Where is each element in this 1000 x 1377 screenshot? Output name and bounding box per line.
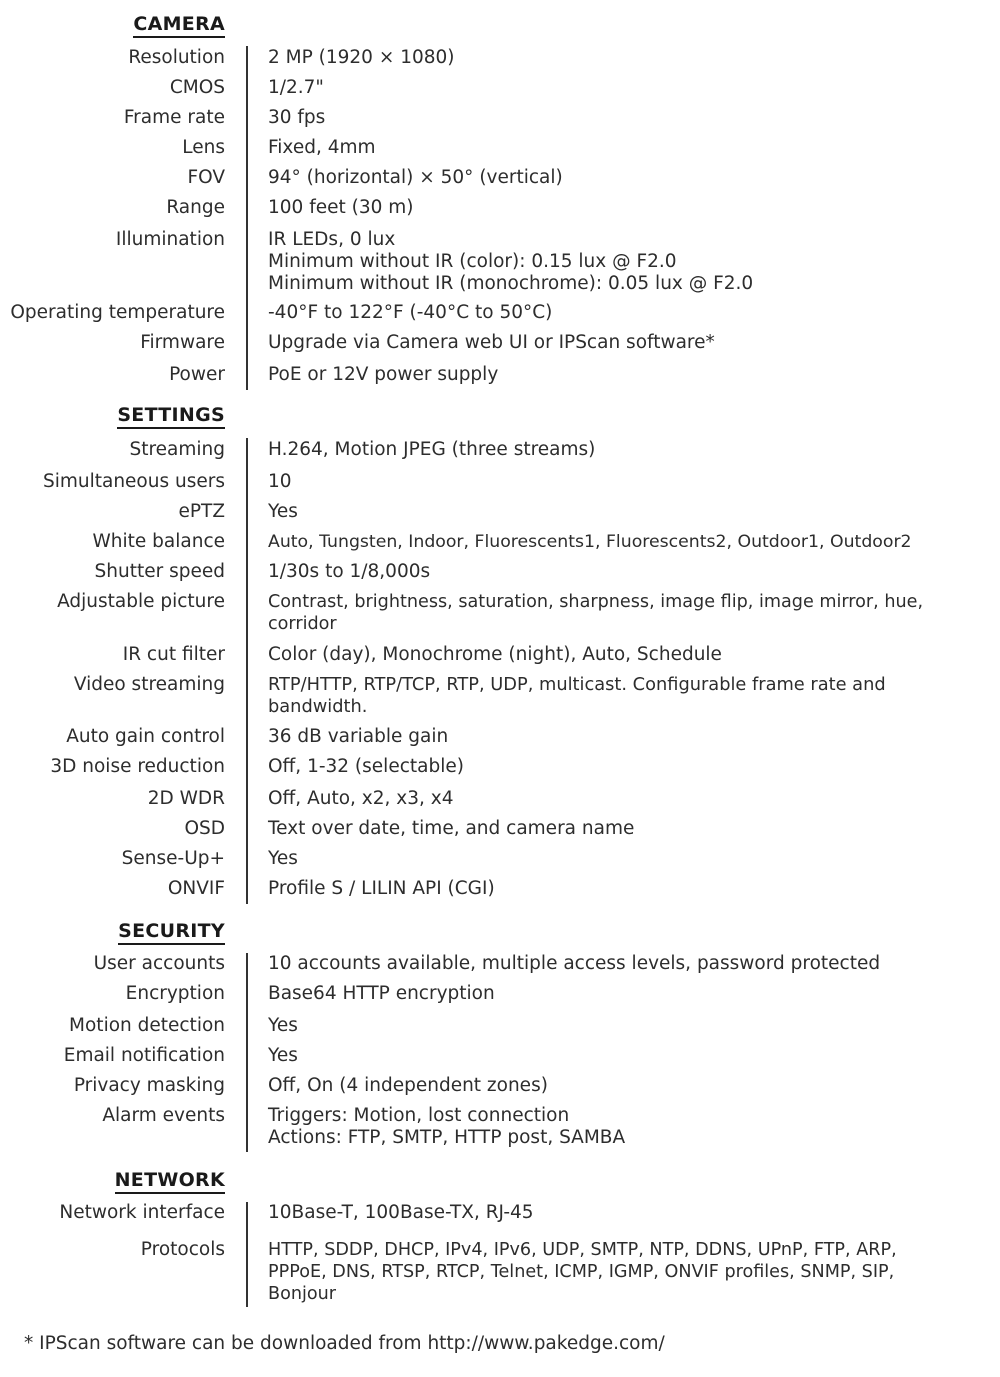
spec-value: H.264, Motion JPEG (three streams) (268, 439, 596, 460)
spec-label: Frame rate (123, 107, 225, 128)
spec-label: Firmware (140, 332, 225, 353)
spec-value: 36 dB variable gain (268, 726, 449, 747)
spec-label: Auto gain control (66, 726, 225, 747)
spec-label: Email notification (63, 1045, 225, 1066)
spec-value: PoE or 12V power supply (268, 364, 499, 385)
spec-value: Off, 1-32 (selectable) (268, 756, 464, 777)
spec-value: Fixed, 4mm (268, 137, 376, 158)
section-divider-settings (246, 438, 248, 904)
spec-value: Off, On (4 independent zones) (268, 1075, 548, 1096)
section-divider-network (246, 1202, 248, 1307)
spec-value: Color (day), Monochrome (night), Auto, Schedule (268, 644, 722, 665)
spec-label: User accounts (93, 953, 225, 974)
spec-value: RTP/HTTP, RTP/TCP, RTP, UDP, multicast. Configurable frame rate and bandwidth. (268, 674, 886, 717)
spec-value: Contrast, brightness, saturation, sharpness, image flip, image mirror, hue, corridor (268, 592, 924, 634)
spec-label: Protocols (140, 1239, 225, 1260)
spec-value: 1/2.7" (268, 77, 324, 98)
spec-value: Upgrade via Camera web UI or IPScan software* (268, 332, 715, 353)
spec-label: OSD (184, 818, 225, 839)
spec-label: Streaming (129, 439, 225, 460)
spec-value: Yes (268, 848, 298, 869)
spec-label: IR cut filter (122, 644, 225, 665)
spec-label: ONVIF (167, 878, 225, 899)
spec-value: Base64 HTTP encryption (268, 983, 495, 1004)
spec-value: IR LEDs, 0 lux Minimum without IR (color): 0.15 lux @ F2.0 Minimum without IR (monochrome): 0.05 lux @ F2.0 (268, 229, 754, 294)
spec-value: 30 fps (268, 107, 326, 128)
spec-label: Simultaneous users (42, 471, 225, 492)
spec-value: Profile S / LILIN API (CGI) (268, 878, 495, 899)
spec-value: 100 feet (30 m) (268, 197, 414, 218)
spec-label: Range (166, 197, 225, 218)
spec-value: Off, Auto, x2, x3, x4 (268, 788, 454, 809)
spec-label: Resolution (128, 47, 225, 68)
spec-label: Adjustable picture (57, 591, 225, 612)
spec-label: Illumination (115, 229, 225, 250)
section-title-network: NETWORK (115, 1170, 225, 1194)
spec-label: Power (169, 364, 225, 385)
section-divider-security (246, 953, 248, 1152)
spec-value: 2 MP (1920 × 1080) (268, 47, 455, 68)
spec-value: 94° (horizontal) × 50° (vertical) (268, 167, 563, 188)
spec-value: 1/30s to 1/8,000s (268, 561, 431, 582)
spec-value: 10 (268, 471, 292, 492)
spec-label: FOV (187, 167, 225, 188)
spec-label: Operating temperature (10, 302, 225, 323)
spec-value: Auto, Tungsten, Indoor, Fluorescents1, Fluorescents2, Outdoor1, Outdoor2 (268, 532, 912, 552)
spec-value: Text over date, time, and camera name (268, 818, 635, 839)
spec-label: Lens (182, 137, 225, 158)
spec-label: CMOS (169, 77, 225, 98)
spec-label: Shutter speed (94, 561, 225, 582)
spec-label: Video streaming (73, 674, 225, 695)
spec-value: HTTP, SDDP, DHCP, IPv4, IPv6, UDP, SMTP, NTP, DDNS, UPnP, FTP, ARP, PPPoE, DNS, RTSP, RTCP, Telnet, ICMP, IGMP, ONVIF profiles, SNMP, SIP, Bonjour (268, 1240, 897, 1304)
section-title-camera: CAMERA (133, 14, 225, 38)
spec-value: Yes (268, 1015, 298, 1036)
spec-value: 10Base-T, 100Base-TX, RJ-45 (268, 1202, 534, 1223)
footnote: * IPScan software can be downloaded from http://www.pakedge.com/ (24, 1333, 665, 1354)
spec-label: Network interface (59, 1202, 225, 1223)
spec-label: Alarm events (102, 1105, 225, 1126)
spec-label: 2D WDR (147, 788, 225, 809)
section-title-settings: SETTINGS (117, 405, 225, 429)
section-title-security: SECURITY (118, 921, 225, 945)
spec-value: Yes (268, 1045, 298, 1066)
section-divider-camera (246, 46, 248, 390)
spec-label: ePTZ (178, 501, 225, 522)
spec-value: 10 accounts available, multiple access levels, password protected (268, 953, 881, 974)
spec-value: Triggers: Motion, lost connection Actions: FTP, SMTP, HTTP post, SAMBA (268, 1105, 626, 1148)
spec-label: 3D noise reduction (50, 756, 225, 777)
spec-label: Privacy masking (73, 1075, 225, 1096)
spec-value: Yes (268, 501, 298, 522)
spec-label: Sense-Up+ (121, 848, 225, 869)
spec-value: -40°F to 122°F (-40°C to 50°C) (268, 302, 553, 323)
spec-label: White balance (92, 531, 225, 552)
spec-label: Motion detection (69, 1015, 225, 1036)
spec-label: Encryption (125, 983, 225, 1004)
